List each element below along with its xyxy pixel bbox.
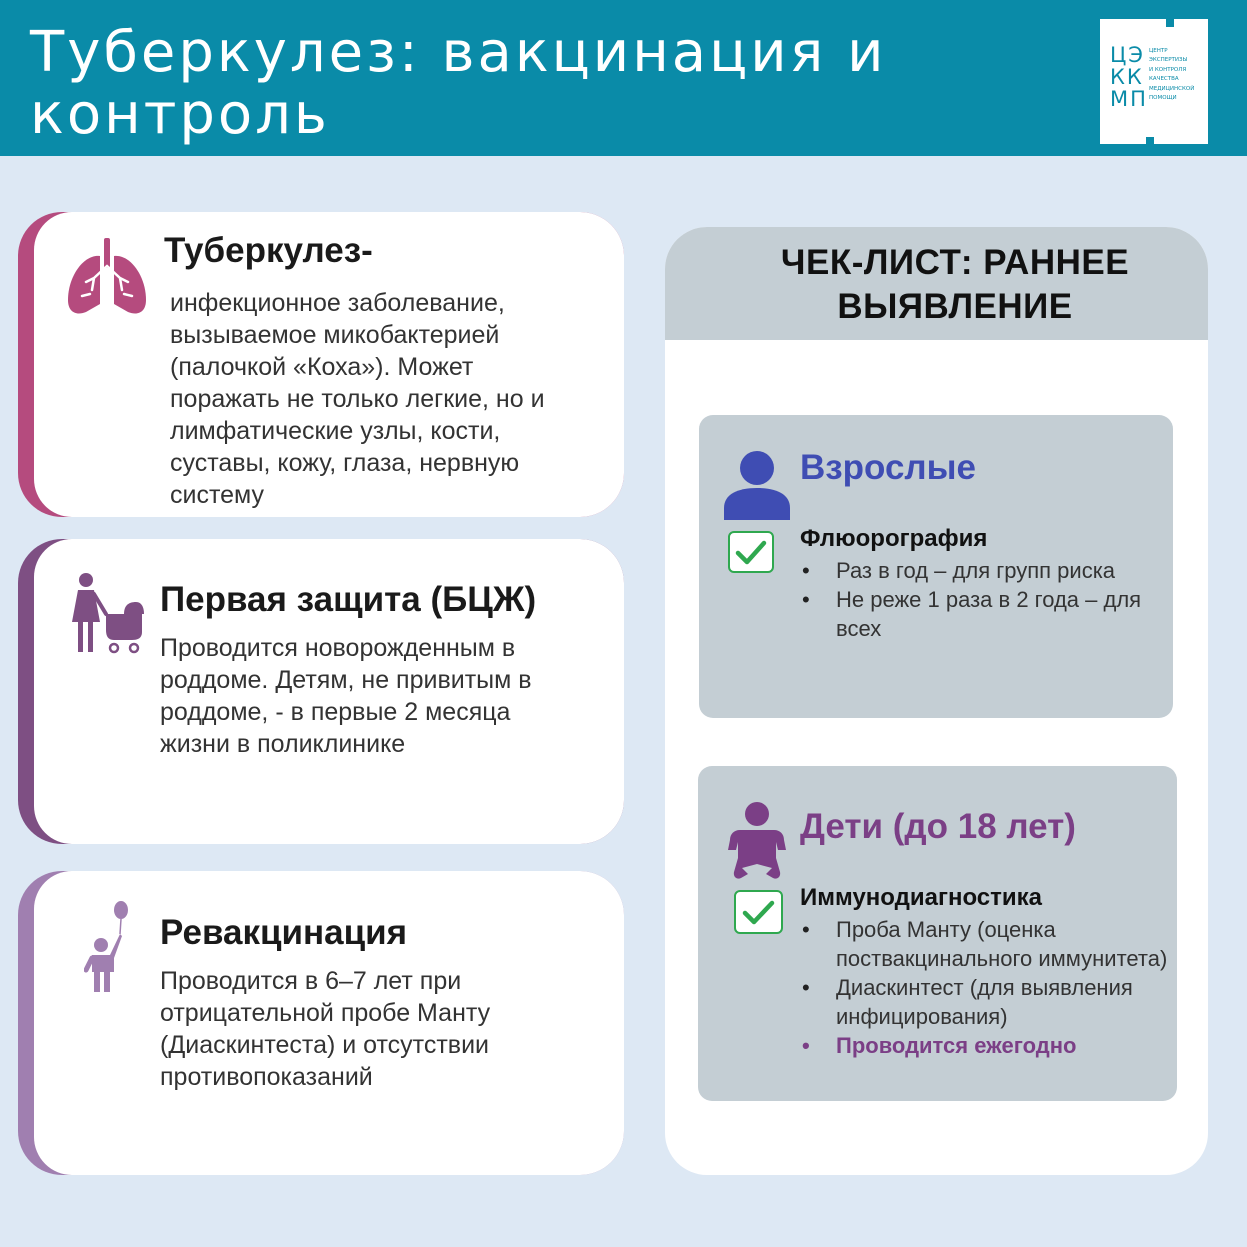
group-subtitle: Флюорография (800, 525, 988, 552)
lungs-icon (66, 238, 148, 318)
checkbox[interactable] (728, 531, 774, 573)
card-title: Ревакцинация (160, 913, 408, 952)
baby-icon (726, 802, 788, 882)
card-text: Проводится новорожденным в роддоме. Детям, не привитым в роддоме, - в первые 2 месяца жизни в поликлинике (160, 634, 532, 758)
checkmark-icon (736, 892, 781, 932)
page-title: Туберкулез: вакцинация и контроль (30, 20, 887, 147)
card-title: Туберкулез- (164, 231, 373, 270)
checklist-items (800, 915, 1176, 1060)
list-item: • Диаскинтест (для выявления инфицирования) (836, 973, 1176, 1031)
adult-person-icon (724, 450, 790, 520)
group-title: Дети (до 18 лет) (800, 807, 1076, 846)
child-balloon-icon (84, 900, 132, 994)
list-item: • Раз в год – для групп риска (836, 556, 1166, 585)
checklist-header (665, 227, 1208, 340)
group-subtitle: Иммунодиагностика (800, 884, 1043, 911)
logo-caption: ЦЕНТР ЭКСПЕРТИЗЫ И КОНТРОЛЯ КАЧЕСТВА МЕДИЦИНСКОЙ ПОМОЩИ (1149, 48, 1195, 102)
logo-letters: ЦЭ КК МП (1110, 43, 1148, 111)
list-item: • Проба Манту (оценка поствакцинального иммунитета) (836, 915, 1176, 973)
checkmark-icon (730, 533, 772, 571)
checklist-items (800, 556, 1166, 643)
card-text: инфекционное заболевание, вызываемое микобактерией (палочкой «Коха»). Может поражать не только легкие, но и лимфатические узлы, кости, суставы, кожу, глаза, нервную систему (170, 289, 545, 509)
card-text: Проводится в 6–7 лет при отрицательной пробе Манту (Диаскинтеста) и отсутствии противопоказаний (160, 967, 491, 1091)
mother-stroller-icon (66, 572, 146, 654)
checklist-title: ЧЕК-ЛИСТ: РАННЕЕ ВЫЯВЛЕНИЕ (780, 243, 1130, 326)
list-item: • Не реже 1 раза в 2 года – для всех (836, 585, 1166, 643)
card-title: Первая защита (БЦЖ) (160, 580, 537, 619)
highlight-item: • Проводится ежегодно (836, 1031, 1176, 1060)
header-bar (0, 0, 1247, 156)
checkbox[interactable] (734, 890, 783, 934)
group-title: Взрослые (800, 448, 977, 487)
